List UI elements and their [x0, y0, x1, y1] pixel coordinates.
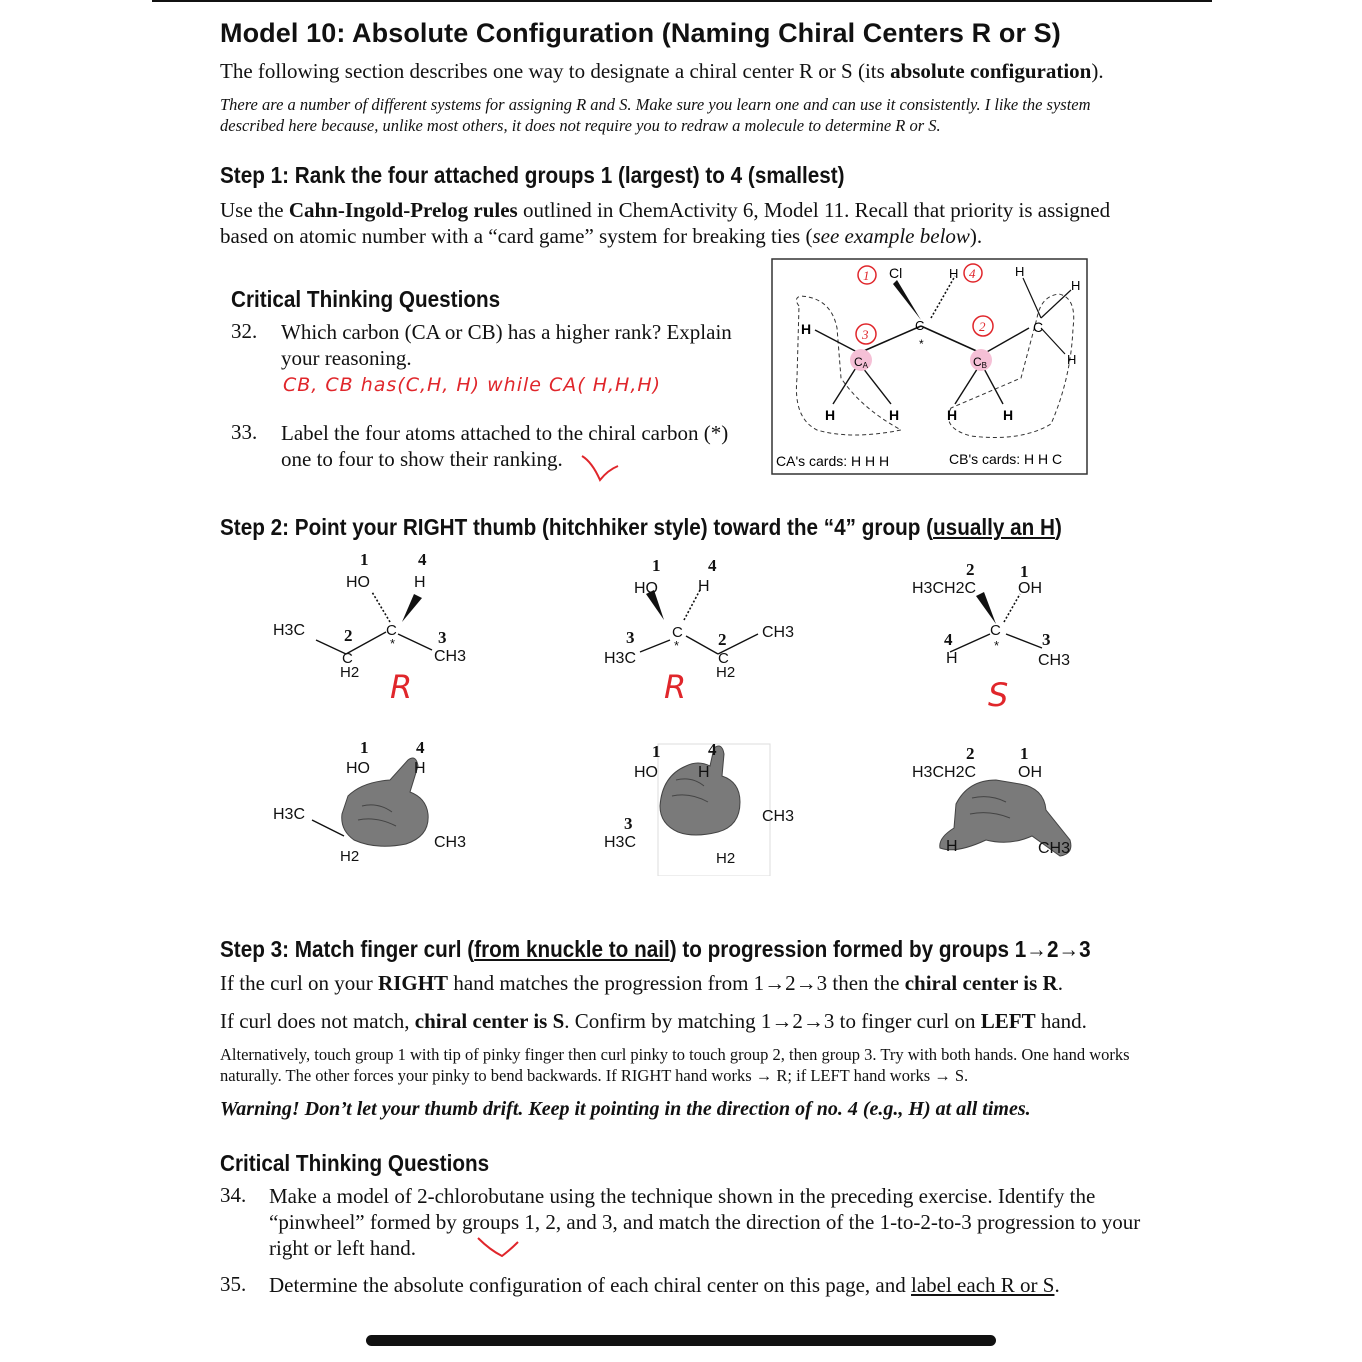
- page-title: Model 10: Absolute Configuration (Naming Chiral Centers R or S): [220, 18, 1061, 48]
- svg-text:H: H: [949, 266, 959, 281]
- home-indicator-bar[interactable]: [366, 1335, 996, 1346]
- hand-image-3: 2 1 H3CH2C OH CH3 H: [912, 744, 1071, 857]
- top-rule: [152, 0, 1212, 2]
- q33-number: 33.: [231, 420, 258, 444]
- intro-text: The following section describes one way to designate a chiral center R or S (its absolute configuration).: [220, 59, 1104, 83]
- q33-text: Label the four atoms attached to the chiral carbon (*) one to four to show their ranking.: [281, 421, 729, 471]
- chiral-carbon-label: C: [915, 318, 925, 333]
- step2-heading: Step 2: Point your RIGHT thumb (hitchhiker style) toward the “4” group (usually an H): [220, 514, 1062, 540]
- checkmark-icon: [578, 448, 628, 488]
- ctq-heading-1: Critical Thinking Questions: [231, 286, 501, 312]
- rank-mark-ca: 3: [862, 327, 869, 342]
- svg-text:H: H: [889, 407, 900, 423]
- svg-text:*: *: [919, 337, 924, 351]
- cb-atom-label: CB: [973, 355, 988, 370]
- q32-number: 32.: [231, 319, 258, 343]
- ca-cards-label: CA's cards: H H H: [776, 453, 890, 469]
- q32-text: Which carbon (CA or CB) has a higher rank? Explain your reasoning.: [281, 320, 732, 370]
- svg-text:H: H: [1067, 352, 1077, 367]
- rank-mark-cb: 2: [979, 319, 986, 334]
- svg-text:C: C: [1033, 319, 1044, 335]
- cb-cards-label: CB's cards: H H C: [949, 451, 1063, 467]
- step3-alternative: Alternatively, touch group 1 with tip of pinky finger then curl pinky to touch group 2, then group 3. Try with both hands. One hand works naturally. The other forces your pinky to bend backwards. If RIGHT hand works → R; if LEFT hand works → S.: [220, 1045, 1130, 1085]
- rank-mark-cl: 1: [863, 268, 870, 283]
- q34-number: 34.: [220, 1183, 247, 1207]
- checkmark-icon: [474, 1232, 524, 1262]
- method-note: There are a number of different systems for assigning R and S. Make sure you learn one and can use it consistently. I like the system described here because, unlike most others, it does not require you to redraw a molecule to determine R or S.: [220, 95, 1091, 135]
- svg-text:H: H: [1071, 278, 1081, 293]
- hand-image-2: 1 4 HO H 3 H3C CH3 H2: [600, 736, 820, 876]
- rank-mark-h: 4: [969, 266, 976, 281]
- step3-heading: Step 3: Match finger curl (from knuckle to nail) to progression formed by groups 1→2→3: [220, 936, 1091, 962]
- molecule-3: 2 1 H3CH2C OH 4 H C * 3 CH3 S: [912, 560, 1071, 714]
- answer-r-2: R: [664, 668, 688, 706]
- molecule-1: 1 4 HO H H3C 2 C * 3 CH3 C H2 R: [273, 550, 467, 706]
- q35-number: 35.: [220, 1272, 247, 1296]
- q32-handwritten-answer: CB, CB has(C,H, H) while CA( H,H,H): [283, 374, 662, 396]
- ca-atom-label: CA: [854, 355, 869, 370]
- svg-text:Cl: Cl: [889, 265, 903, 281]
- svg-text:H: H: [825, 407, 836, 423]
- q35-text: Determine the absolute configuration of each chiral center on this page, and label each R or S.: [269, 1273, 1060, 1297]
- cards-diagram: [771, 258, 1089, 476]
- ctq-heading-2: Critical Thinking Questions: [220, 1150, 490, 1176]
- step3-line1: If the curl on your RIGHT hand matches the progression from 1→2→3 then the chiral center is R.: [220, 971, 1063, 995]
- svg-text:H: H: [947, 407, 958, 423]
- q34-text: Make a model of 2-chlorobutane using the technique shown in the preceding exercise. Identify the “pinwheel” formed by groups 1, 2, and 3, and match the direction of the 1-to-2-to-3 progression to your right or left hand.: [269, 1184, 1141, 1260]
- svg-text:H: H: [1015, 264, 1025, 279]
- svg-text:H: H: [1003, 407, 1014, 423]
- warning-text: Warning! Don’t let your thumb drift. Keep it pointing in the direction of no. 4 (e.g., H) at all times.: [220, 1098, 1031, 1120]
- molecule-2: 1 4 HO H 3 H3C C * 2 CH3 C H2 R: [604, 556, 795, 706]
- answer-s-3: S: [988, 676, 1010, 714]
- step1-text: Use the Cahn-Ingold-Prelog rules outlined in ChemActivity 6, Model 11. Recall that priority is assigned based on atomic number with a “card game” system for breaking ties (see example below).: [220, 198, 1111, 248]
- answer-r-1: R: [390, 668, 414, 706]
- step1-heading: Step 1: Rank the four attached groups 1 (largest) to 4 (smallest): [220, 162, 845, 188]
- step3-line2: If curl does not match, chiral center is S. Confirm by matching 1→2→3 to finger curl on LEFT hand.: [220, 1009, 1087, 1033]
- hand-image-1: 1 4 HO H H3C CH3 H2: [273, 738, 467, 865]
- svg-text:H: H: [801, 321, 812, 337]
